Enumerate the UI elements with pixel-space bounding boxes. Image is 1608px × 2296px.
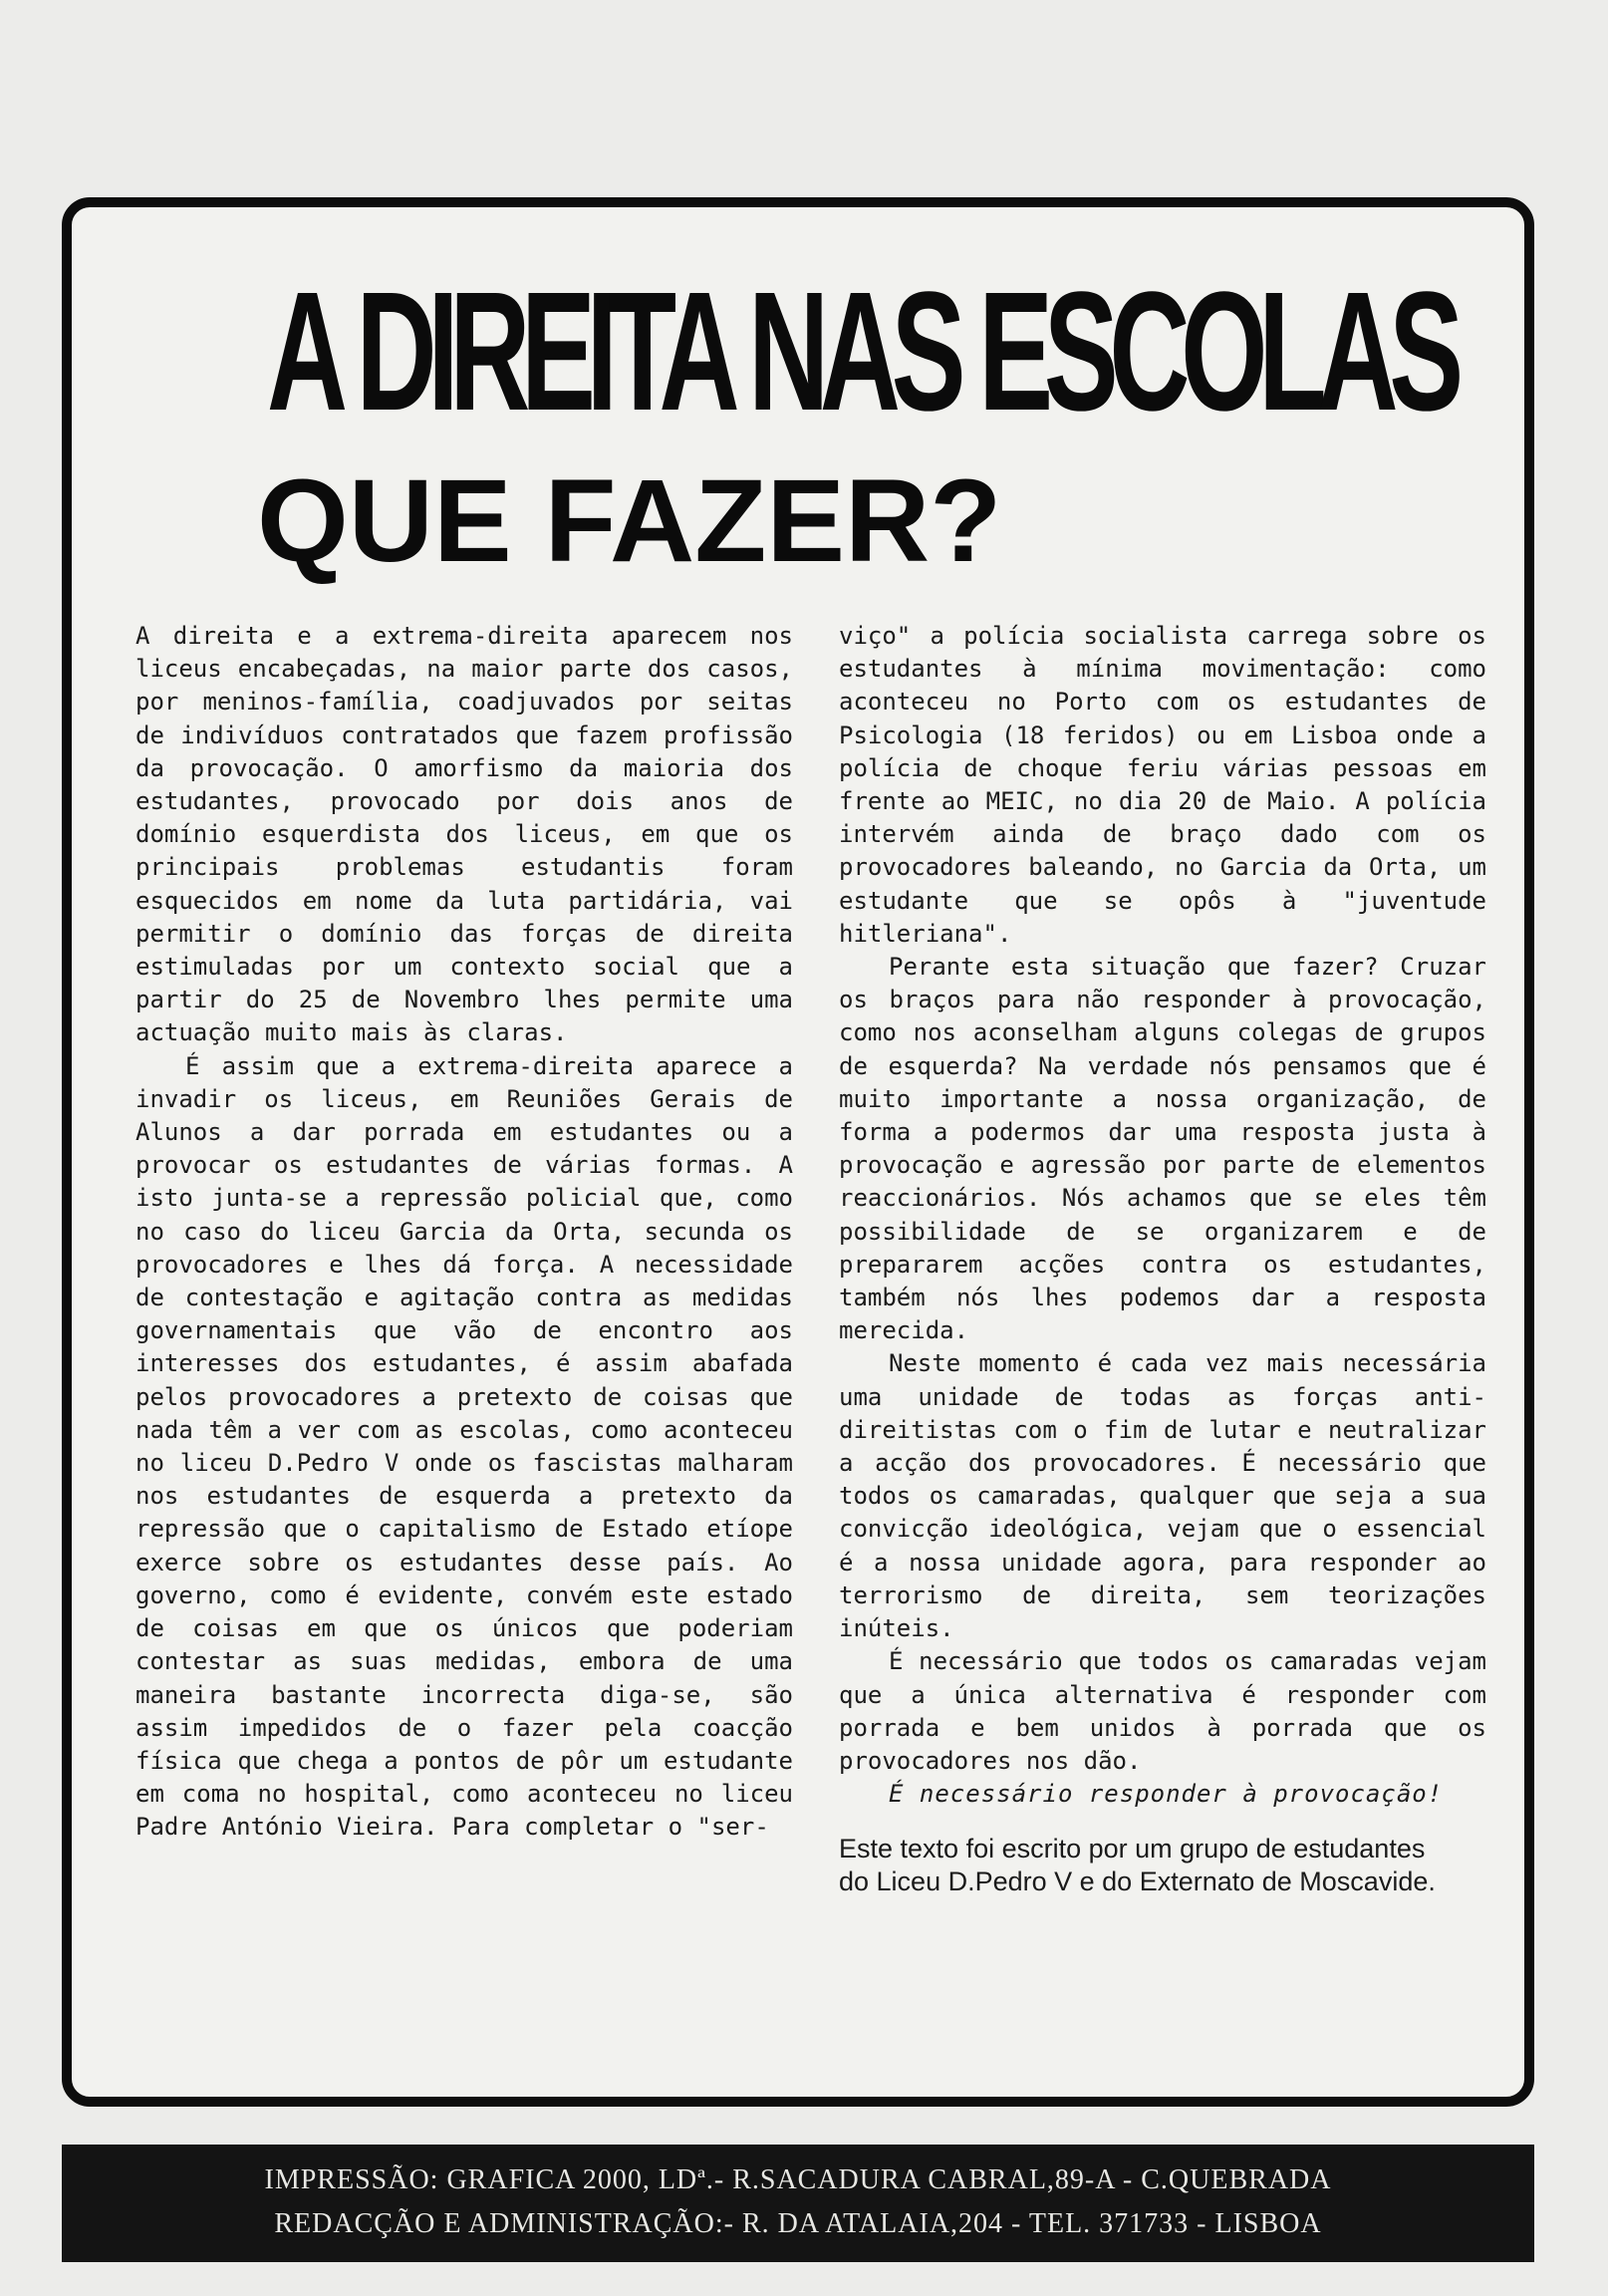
footer-address-line: REDACÇÃO E ADMINISTRAÇÃO:- R. DA ATALAIA,204 - TEL. 371733 - LISBOA [274, 2208, 1322, 2239]
subheadline: QUE FAZER? [257, 455, 1002, 587]
headline: A DIREITA NAS ESCOLAS [267, 257, 1455, 446]
slogan: É necessário responder à provocação! [889, 1780, 1444, 1809]
right-paragraph-2: Perante esta situação que fazer? Cruzar os braços para não responder à provocação, como nos aconselham alguns colegas de grupos de esquerda? Na verdade nós pensamos que é muito importante a nossa organização, de forma a podermos dar uma resposta justa à provocação e agressão por parte de elementos reaccionários. Nós achamos que se eles têm possibilidade de se organizarem e de prepararem acções contra os estudantes, também nós lhes podemos dar a resposta merecida. [839, 953, 1486, 1345]
left-paragraph-2: É assim que a extrema-direita aparece a invadir os liceus, em Reuniões Gerais de Alunos a dar porrada em estudantes ou a provocar os estudantes de várias formas. A isto junta-se a repressão policial que, como no caso do liceu Garcia da Orta, secunda os provocadores e lhes dá força. A necessidade de contestação e agitação contra as medidas governamentais que vão de encontro aos interesses dos estudantes, é assim abafada pelos provocadores a pretexto de coisas que nada têm a ver com as escolas, como aconteceu no liceu D.Pedro V onde os fascistas malharam nos estudantes de esquerda a pretexto da repressão que o capitalismo de Estado etíope exerce sobre os estudantes desse país. Ao governo, como é evidente, convém este estado de coisas em que os únicos que poderiam contestar as suas medidas, embora de uma maneira bastante incorrecta diga-se, são assim impedidos de o fazer pela coacção física que chega a pontos de pôr um estudante em coma no hospital, como aconteceu no liceu Padre António Vieira. Para completar o "ser- [135, 1051, 793, 1842]
right-column [839, 620, 1486, 1898]
imprint-footer [62, 2145, 1534, 2262]
right-paragraph-3: Neste momento é cada vez mais necessária uma unidade de todas as forças anti-direitistas com o fim de lutar e neutralizar a acção dos provocadores. É necessário que todos os camaradas, qualquer que seja a sua convicção ideológica, vejam que o essencial é a nossa unidade agora, para responder ao terrorismo de direita, sem teorizações inúteis. [839, 1349, 1486, 1643]
right-paragraph-4: É necessário que todos os camaradas vejam que a única alternativa é responder com porrada e bem unidos à porrada que os provocadores nos dão. [839, 1647, 1486, 1775]
left-paragraph-1: A direita e a extrema-direita aparecem nos liceus encabeçadas, na maior parte dos casos, por meninos-família, coadjuvados por seitas de indivíduos contratados que fazem profissão da provocação. O amorfismo da maioria dos estudantes, provocado por dois anos de domínio esquerdista dos liceus, em que os principais problemas estudantis foram esquecidos em nome da luta partidária, vai permitir o domínio das forças de direita estimuladas por um contexto social que a partir do 25 de Novembro lhes permite uma actuação muito mais às claras. [135, 622, 793, 1047]
footer-printing-line: IMPRESSÃO: GRAFICA 2000, LDª.- R.SACADURA CABRAL,89-A - C.QUEBRADA [264, 2164, 1332, 2195]
right-paragraph-1: viço" a polícia socialista carrega sobre os estudantes à mínima movimentação: como aconteceu no Porto com os estudantes de Psicologia (18 feridos) ou em Lisboa onde a polícia de choque feriu várias pessoas em frente ao MEIC, no dia 20 de Maio. A polícia intervém ainda de braço dado com os provocadores baleando, no Garcia da Orta, um estudante que se opôs à "juventude hitleriana". [839, 622, 1486, 948]
left-column [135, 620, 793, 1845]
author-credits: Este texto foi escrito por um grupo de estudantes do Liceu D.Pedro V e do Externato de Moscavide. [839, 1834, 1436, 1897]
